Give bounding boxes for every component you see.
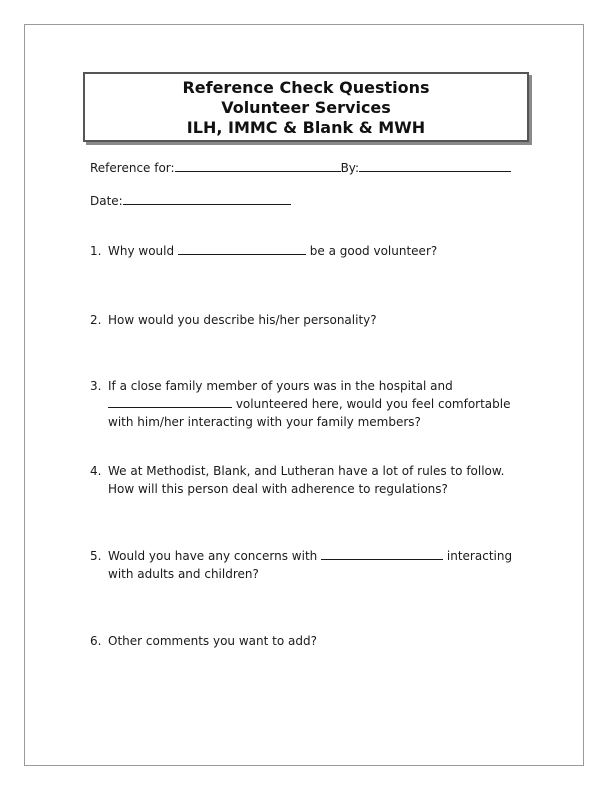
form-title: Reference Check Questions bbox=[182, 78, 430, 97]
question-text: If a close family member of yours was in the hospital and bbox=[108, 379, 453, 393]
by-label: By: bbox=[340, 161, 360, 175]
date-label: Date: bbox=[90, 194, 123, 208]
question-continuation: with adults and children? bbox=[108, 567, 259, 581]
question-text: Would you have any concerns with bbox=[108, 549, 318, 563]
question-3 bbox=[90, 377, 511, 431]
reference-for-field[interactable] bbox=[175, 160, 341, 172]
question-continuation: with him/her interacting with your family members? bbox=[108, 415, 421, 429]
by-field[interactable] bbox=[359, 160, 511, 172]
department-title: Volunteer Services bbox=[221, 98, 391, 117]
date-row bbox=[90, 193, 291, 208]
reference-row bbox=[90, 160, 511, 175]
question-4 bbox=[90, 462, 504, 498]
question-number: 4. bbox=[90, 464, 102, 478]
question-6 bbox=[90, 632, 317, 650]
question-continuation bbox=[90, 395, 511, 413]
title-box bbox=[83, 72, 529, 142]
question-number: 2. bbox=[90, 313, 102, 327]
question-number: 6. bbox=[90, 634, 102, 648]
question-text: How would you describe his/her personality? bbox=[108, 313, 377, 327]
question-2 bbox=[90, 311, 377, 329]
question-number: 3. bbox=[90, 379, 102, 393]
question-continuation: How will this person deal with adherence to regulations? bbox=[108, 482, 448, 496]
question-text: Other comments you want to add? bbox=[108, 634, 317, 648]
question-text: interacting bbox=[446, 549, 513, 563]
question-text: volunteered here, would you feel comfortable bbox=[235, 397, 511, 411]
question-1 bbox=[90, 242, 437, 260]
question-number: 5. bbox=[90, 549, 102, 563]
date-field[interactable] bbox=[123, 193, 291, 205]
name-blank[interactable] bbox=[321, 548, 443, 560]
name-blank[interactable] bbox=[108, 396, 232, 408]
reference-for-label: Reference for: bbox=[90, 161, 175, 175]
name-blank[interactable] bbox=[178, 243, 306, 255]
question-number: 1. bbox=[90, 244, 102, 258]
question-text: We at Methodist, Blank, and Lutheran have a lot of rules to follow. bbox=[108, 464, 505, 478]
question-5 bbox=[90, 547, 512, 583]
question-text: be a good volunteer? bbox=[309, 244, 438, 258]
facilities-title: ILH, IMMC & Blank & MWH bbox=[186, 118, 426, 137]
question-text: Why would bbox=[108, 244, 175, 258]
